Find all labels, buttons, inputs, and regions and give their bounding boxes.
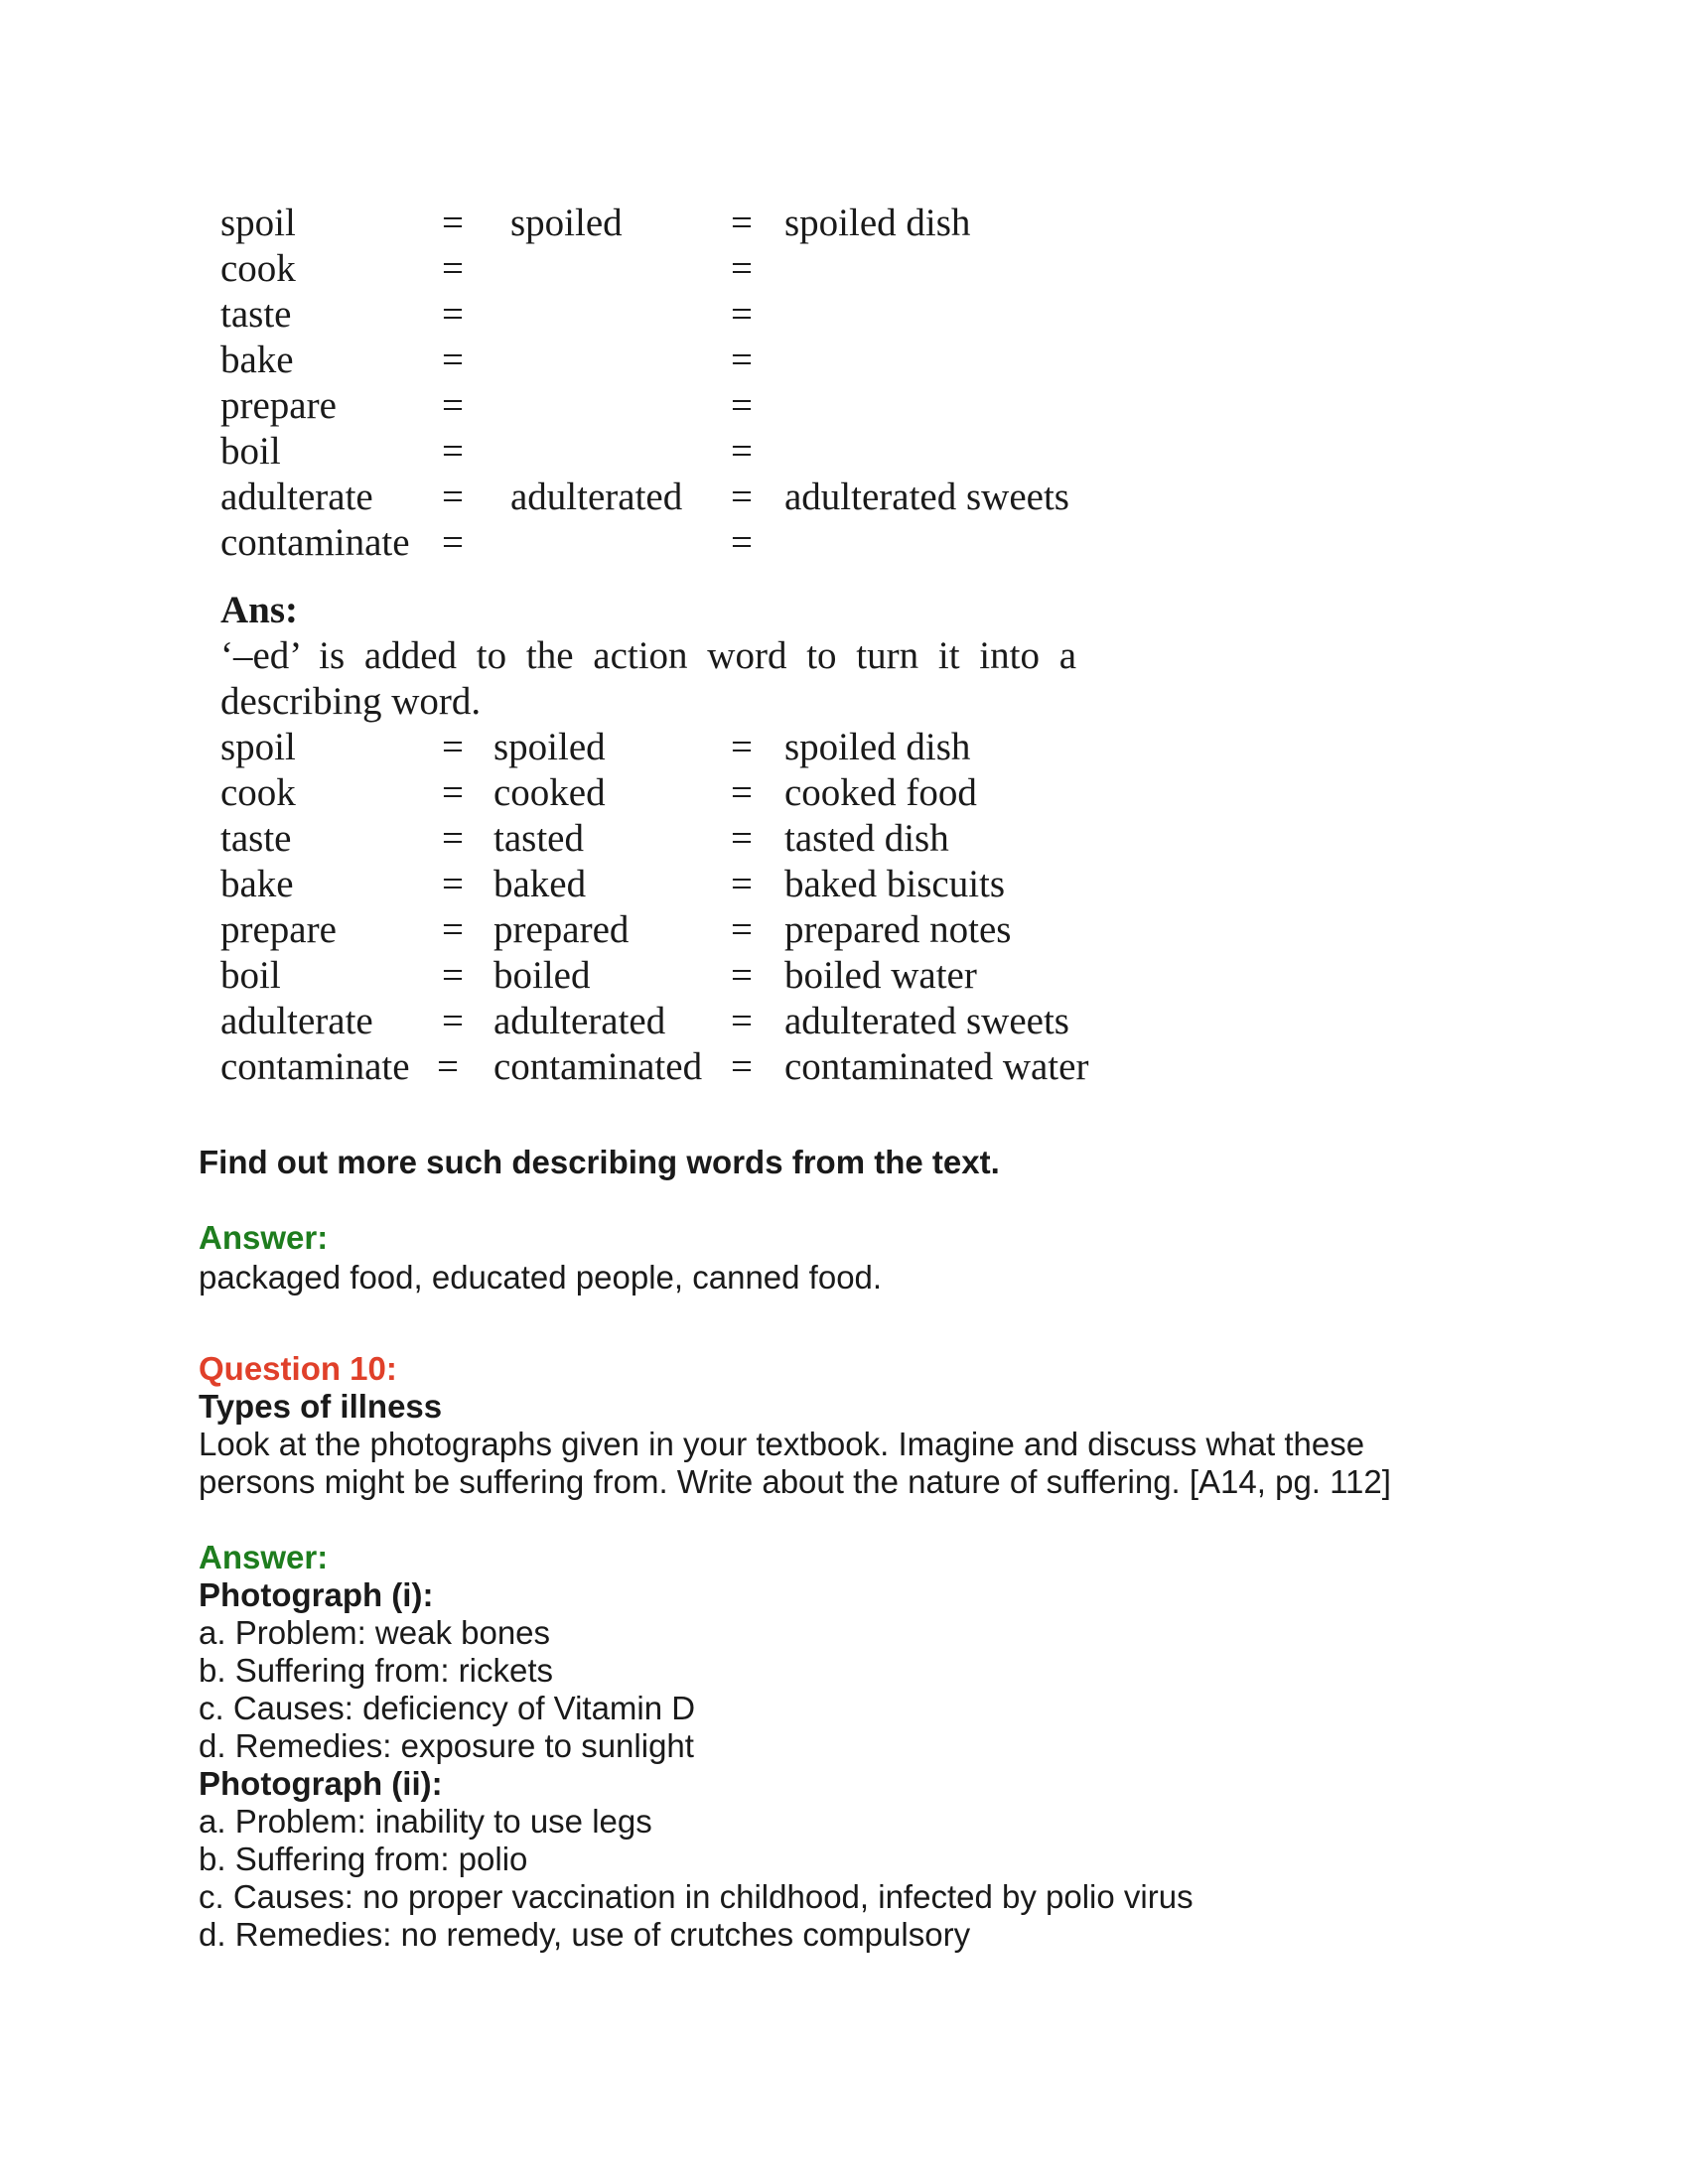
equals-sign: =	[731, 384, 753, 427]
equals-sign: =	[442, 384, 464, 427]
verb-cell: contaminate	[220, 521, 410, 564]
equals-sign: =	[731, 863, 753, 905]
verb-cell: spoil	[220, 726, 296, 768]
answer-label: Answer:	[199, 1219, 329, 1256]
photo-1-item: d. Remedies: exposure to sunlight	[199, 1727, 694, 1764]
question-title: Types of illness	[199, 1388, 443, 1425]
question-label: Question 10:	[199, 1350, 397, 1387]
phrase-cell: contaminated water	[784, 1045, 1089, 1088]
question-text-line-1: Look at the photographs given in your textbook. Imagine and discuss what these	[199, 1426, 1365, 1462]
verb-cell: adulterate	[220, 476, 373, 518]
adjective-cell: prepared	[493, 908, 630, 951]
photo-1-title: Photograph (i):	[199, 1576, 434, 1613]
adjective-cell: contaminated	[493, 1045, 703, 1088]
equals-sign: =	[731, 521, 753, 564]
equals-sign: =	[731, 726, 753, 768]
photo-2-title: Photograph (ii):	[199, 1765, 443, 1802]
adjective-cell: baked	[493, 863, 587, 905]
equals-sign: =	[442, 476, 464, 518]
phrase-cell: spoiled dish	[784, 202, 971, 244]
equals-sign: =	[442, 863, 464, 905]
photo-2-item: b. Suffering from: polio	[199, 1841, 528, 1877]
phrase-cell: baked biscuits	[784, 863, 1006, 905]
equals-sign: =	[437, 1045, 459, 1088]
equals-sign: =	[731, 247, 753, 290]
photo-1-item: b. Suffering from: rickets	[199, 1652, 554, 1689]
phrase-cell: boiled water	[784, 954, 977, 997]
verb-cell: taste	[220, 293, 292, 336]
verb-cell: boil	[220, 430, 281, 473]
equals-sign: =	[731, 908, 753, 951]
equals-sign: =	[731, 430, 753, 473]
equals-sign: =	[442, 339, 464, 381]
ans-label: Ans:	[220, 589, 299, 631]
phrase-cell: prepared notes	[784, 908, 1012, 951]
ans-explanation-line-2: describing word.	[220, 680, 482, 723]
verb-cell: cook	[220, 771, 296, 814]
phrase-cell: adulterated sweets	[784, 476, 1069, 518]
equals-sign: =	[442, 247, 464, 290]
equals-sign: =	[442, 908, 464, 951]
equals-sign: =	[442, 293, 464, 336]
equals-sign: =	[731, 476, 753, 518]
equals-sign: =	[731, 771, 753, 814]
question-text-line-2: persons might be suffering from. Write about the nature of suffering. [A14, pg. 112]	[199, 1463, 1391, 1500]
adjective-cell: boiled	[493, 954, 591, 997]
phrase-cell: adulterated sweets	[784, 1000, 1069, 1042]
equals-sign: =	[731, 293, 753, 336]
equals-sign: =	[442, 771, 464, 814]
equals-sign: =	[442, 202, 464, 244]
verb-cell: bake	[220, 339, 294, 381]
equals-sign: =	[731, 817, 753, 860]
adjective-cell: tasted	[493, 817, 584, 860]
verb-cell: prepare	[220, 384, 337, 427]
ans-explanation-line-1: ‘–ed’ is added to the action word to turn it into a	[220, 634, 1077, 677]
equals-sign: =	[442, 521, 464, 564]
equals-sign: =	[442, 726, 464, 768]
verb-cell: bake	[220, 863, 294, 905]
verb-cell: boil	[220, 954, 281, 997]
photo-2-item: c. Causes: no proper vaccination in childhood, infected by polio virus	[199, 1878, 1194, 1915]
equals-sign: =	[442, 817, 464, 860]
verb-cell: cook	[220, 247, 296, 290]
verb-cell: taste	[220, 817, 292, 860]
photo-1-item: a. Problem: weak bones	[199, 1614, 551, 1651]
photo-2-item: d. Remedies: no remedy, use of crutches compulsory	[199, 1916, 971, 1953]
adjective-cell: cooked	[493, 771, 606, 814]
verb-cell: prepare	[220, 908, 337, 951]
equals-sign: =	[731, 954, 753, 997]
equals-sign: =	[731, 1000, 753, 1042]
photo-1-item: c. Causes: deficiency of Vitamin D	[199, 1690, 696, 1726]
adjective-cell: spoiled	[493, 726, 606, 768]
phrase-cell: tasted dish	[784, 817, 949, 860]
adjective-cell: adulterated	[510, 476, 683, 518]
adjective-cell: spoiled	[510, 202, 623, 244]
verb-cell: adulterate	[220, 1000, 373, 1042]
equals-sign: =	[731, 202, 753, 244]
verb-cell: spoil	[220, 202, 296, 244]
equals-sign: =	[731, 339, 753, 381]
phrase-cell: cooked food	[784, 771, 977, 814]
answer-table	[220, 725, 1114, 1092]
equals-sign: =	[442, 430, 464, 473]
equals-sign: =	[731, 1045, 753, 1088]
find-more-question: Find out more such describing words from the text.	[199, 1144, 1000, 1180]
verb-cell: contaminate	[220, 1045, 410, 1088]
phrase-cell: spoiled dish	[784, 726, 971, 768]
equals-sign: =	[442, 1000, 464, 1042]
photo-2-item: a. Problem: inability to use legs	[199, 1803, 652, 1840]
equals-sign: =	[442, 954, 464, 997]
find-more-answer: packaged food, educated people, canned food.	[199, 1259, 883, 1296]
exercise-table	[220, 201, 1114, 568]
adjective-cell: adulterated	[493, 1000, 666, 1042]
answer-label: Answer:	[199, 1539, 329, 1575]
